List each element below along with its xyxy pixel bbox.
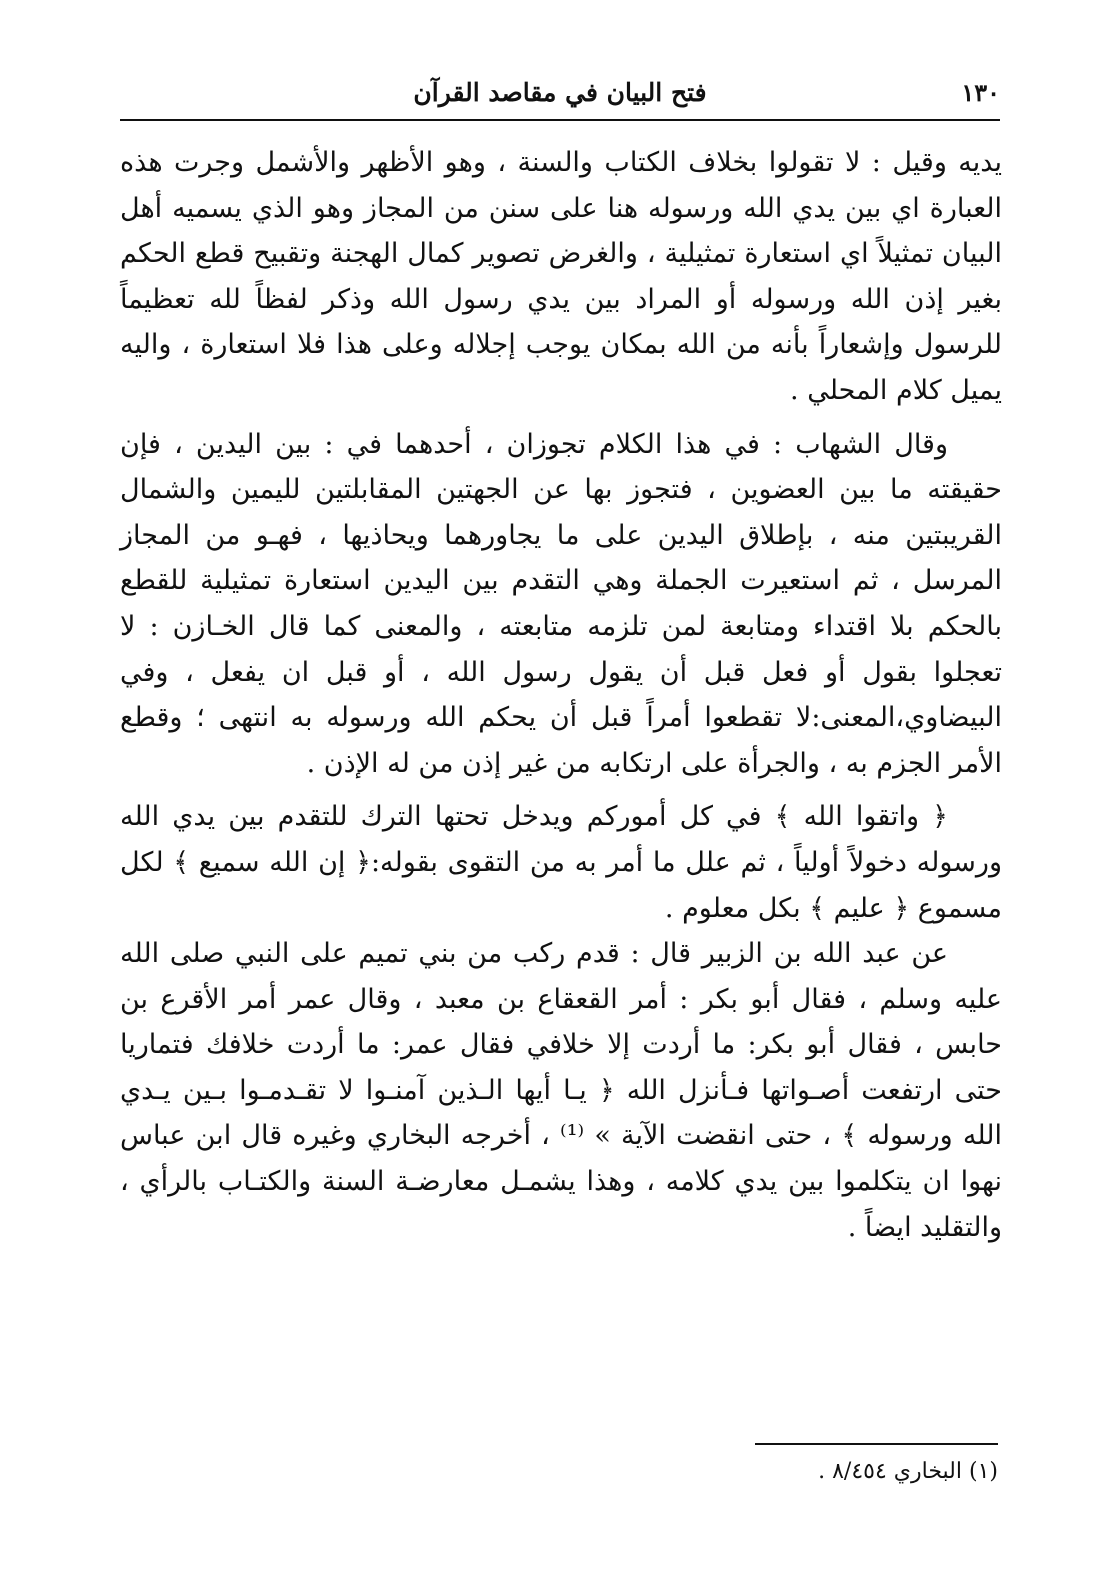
paragraph-3: ﴿ واتقوا الله ﴾ في كل أموركم ويدخل تحتها الترك للتقدم بين يدي الله ورسوله دخولاً أولياً ، ثم علل ما أمر به من التقوى بقوله:﴿ إن الله سميع ﴾ لكل مسموع ﴿ عليم ﴾ بكل معلوم . [120,801,1002,924]
paragraph-1: يديه وقيل : لا تقولوا بخلاف الكتاب والسنة ، وهو الأظهر والأشمل وجرت هذه العبارة اي بين يدي الله ورسوله هنا على سنن من المجاز وهو الذي يسميه أهل البيان تمثيلاً اي استعارة تمثيلية ، والغرض تصوير كمال الهجنة وتقبيح قطع الحكم بغير إذن الله ورسوله أو المراد بين يدي رسول الله وذكر لفظاً لله تعظيماً للرسول وإشعاراً بأنه من الله بمكان يوجب إجلاله وعلى هذا فلا استعارة ، واليه يميل كلام المحلي . [120,147,1003,406]
footnote: (١) البخاري ٨/٤٥٤ . [818,1459,998,1484]
page-header [120,72,1000,120]
page-number: ١٣٠ [961,78,1000,107]
paragraph-4: عن عبد الله بن الزبير قال : قدم ركب من بني تميم على النبي صلى الله عليه وسلم ، فقال أبو بكر : أمر القعقاع بن معبد ، وقال عمر أمر الأقرع بن حابس ، فقال أبو بكر: ما أردت إلا خلافي فقال عمر: ما أردت خلافك فتماريا حتى ارتفعت أصـواتها فـأنزل الله ﴿ يـا أيها الـذين آمنـوا لا تقـدمـوا بـين يـدي الله ورسوله ﴾ ، حتى انقضت الآية » ⁽¹⁾ ، أخرجه البخاري وغيره قال ابن عباس نهوا ان يتكلموا بين يدي كلامه ، وهذا يشمـل معارضـة السنة والكتـاب بالرأي ، والتقليد ايضاً . [120,938,1003,1243]
running-title: فتح البيان في مقاصد القرآن [413,78,707,107]
header-divider [120,119,1000,121]
paragraph-2: وقال الشهاب : في هذا الكلام تجوزان ، أحدهما في : بين اليدين ، فإن حقيقته ما بين العضوين ، فتجوز بها عن الجهتين المقابلتين لليمين والشمال القريبتين منه ، بإطلاق اليدين على ما يجاورهما ويحاذيها ، فهـو من المجاز المرسل ، ثم استعيرت الجملة وهي التقدم بين اليدين استعارة تمثيلية للقطع بالحكم بلا اقتداء ومتابعة لمن تلزمه متابعته ، والمعنى كما قال الخـازن : لا تعجلوا بقول أو فعل قبل أن يقول رسول الله ، أو قبل ان يفعل ، وفي البيضاوي،المعنى:لا تقطعوا أمراً قبل أن يحكم الله ورسوله به انتهى ؛ وقطع الأمر الجزم به ، والجرأة على ارتكابه من غير إذن من له الإذن . [120,428,1002,779]
footnote-divider [755,1443,998,1445]
body-text [120,140,1002,1250]
